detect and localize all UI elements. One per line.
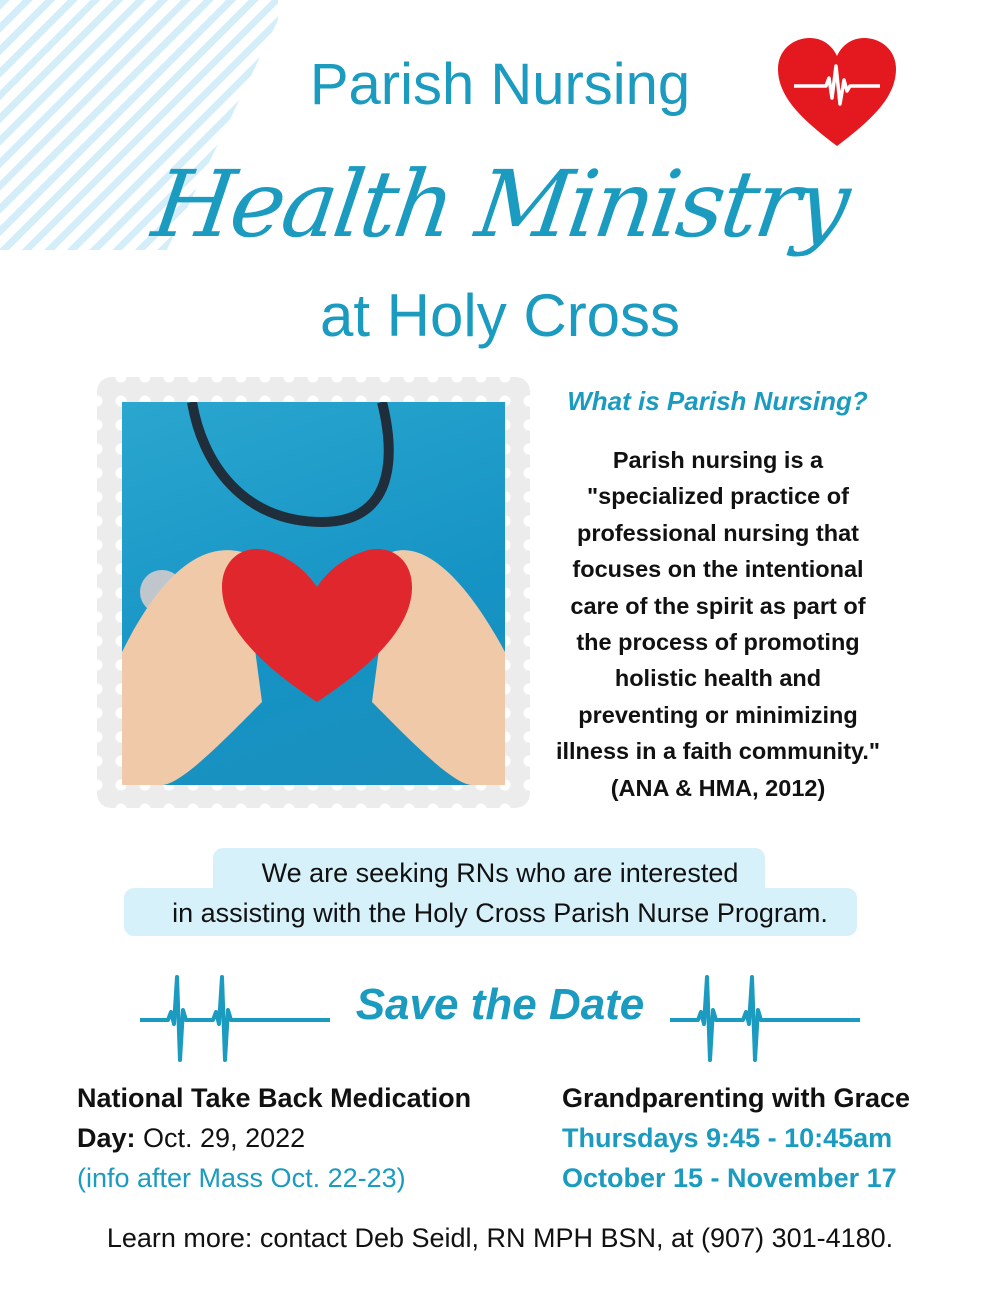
event-time: Thursdays 9:45 - 10:45am (562, 1123, 893, 1153)
event-grandparenting-with-grace (562, 1078, 992, 1198)
definition-line: focuses on the intentional (572, 556, 864, 583)
title-health-ministry: Health Ministry (146, 151, 854, 258)
heartbeat-line-right-icon (668, 972, 863, 1064)
nurse-holding-heart-photo (122, 402, 505, 785)
definition-line: Parish nursing is a (612, 447, 824, 473)
title-parish-nursing: Parish Nursing (309, 52, 691, 117)
title-at-holy-cross: at Holy Cross (319, 282, 681, 349)
event-title: National Take Back Medication (77, 1083, 472, 1113)
definition-citation: (ANA & HMA, 2012) (610, 774, 826, 801)
definition-line: illness in a faith community." (555, 738, 881, 765)
seeking-line-1: We are seeking RNs who are interested (261, 858, 739, 888)
parish-nursing-definition (528, 442, 908, 806)
event-take-back-medication (77, 1078, 552, 1198)
definition-line: the process of promoting (576, 629, 860, 656)
event-title-day: Day: (77, 1123, 136, 1153)
definition-line: holistic health and (614, 665, 822, 692)
contact-info: Learn more: contact Deb Seidl, RN MPH BSN, at (907) 301-4180. (106, 1223, 894, 1253)
heartbeat-line-left-icon (138, 972, 333, 1064)
seeking-line-2: in assisting with the Holy Cross Parish Nurse Program. (172, 898, 828, 928)
event-date-range: October 15 - November 17 (562, 1163, 897, 1193)
definition-line: preventing or minimizing (578, 701, 858, 728)
definition-line: professional nursing that (576, 519, 860, 546)
heartbeat-heart-icon (774, 36, 900, 148)
event-date: Oct. 29, 2022 (135, 1123, 306, 1153)
definition-line: care of the spirit as part of (570, 592, 866, 619)
seeking-rns-callout (0, 853, 1000, 933)
event-title: Grandparenting with Grace (562, 1083, 911, 1113)
save-the-date-heading: Save the Date (355, 980, 645, 1029)
what-is-parish-nursing-heading: What is Parish Nursing? (567, 386, 868, 416)
definition-line: "specialized practice of (587, 483, 849, 510)
event-note: (info after Mass Oct. 22-23) (77, 1163, 406, 1193)
